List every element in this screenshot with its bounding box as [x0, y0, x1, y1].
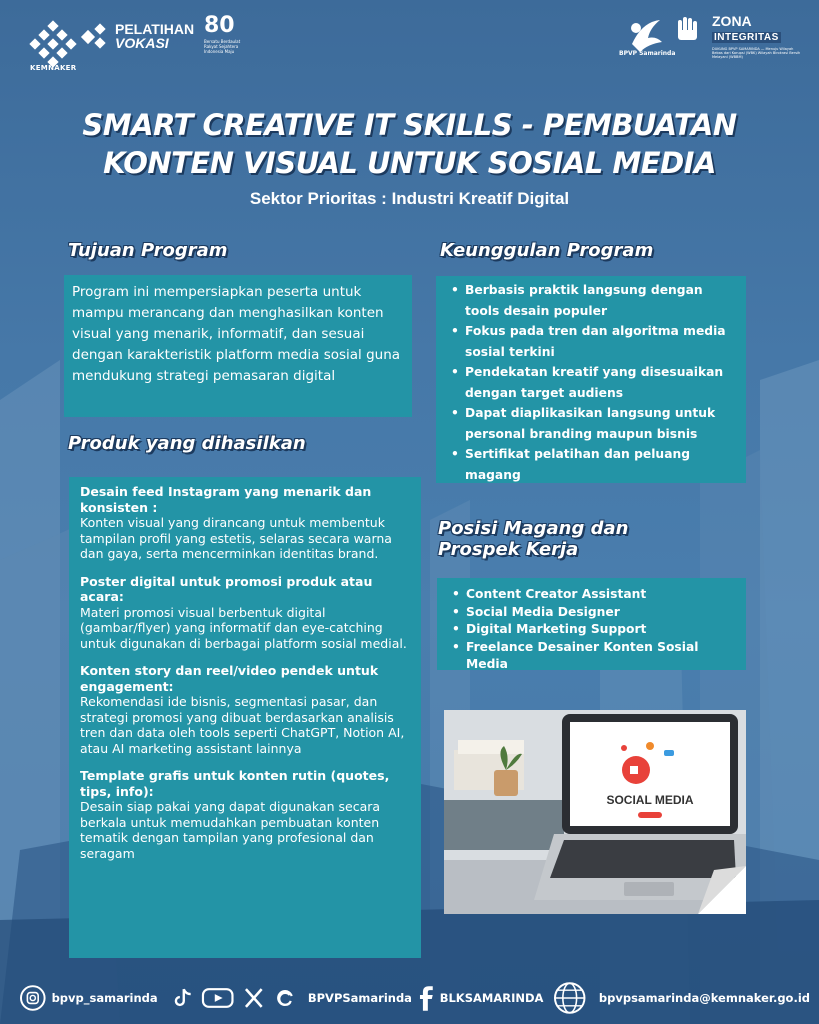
- hand-icon: [672, 14, 706, 48]
- kemnaker-label: KEMNAKER: [30, 64, 77, 72]
- keunggulan-item: • Fokus pada tren dan algoritma media sosial terkini: [448, 321, 736, 362]
- produk-item-desc: Rekomendasi ide bisnis, segmentasi pasar, dan strategi promosi yang dibuat berdasarkan analisis tren dan data oleh tools seperti ChatGPT, Notion AI, atau AI marketing assistant lainnya: [80, 694, 405, 756]
- produk-item-desc: Materi promosi visual berbentuk digital (gambar/flyer) yang informatif dan eye-catching untuk digunakan di berbagai platform sosial medial.: [80, 604, 407, 651]
- tujuan-panel: [64, 275, 412, 417]
- posisi-item: • Freelance Desainer Konten Sosial Media: [449, 639, 736, 674]
- sector-subtitle: Sektor Prioritas : Industri Kreatif Digital: [249, 189, 570, 208]
- pelatihan-label: PELATIHAN: [115, 21, 195, 37]
- produk-heading: Produk yang dihasilkan: [68, 433, 306, 454]
- produk-item: [80, 663, 410, 756]
- pelatihan-vokasi-logo: [80, 16, 200, 56]
- keunggulan-item: • Dapat diaplikasikan langsung untuk personal branding maupun bisnis: [448, 403, 736, 444]
- instagram-handle[interactable]: bpvp_samarinda: [51, 991, 158, 1005]
- produk-item-title: Template grafis untuk konten rutin (quotes, tips, info):: [80, 768, 390, 799]
- posisi-item: • Content Creator Assistant: [449, 586, 736, 604]
- keunggulan-panel: [436, 276, 746, 483]
- zona-title: ZONA: [712, 13, 752, 29]
- anniversary-80-logo: [204, 14, 254, 64]
- vokasi-label: VOKASI: [115, 35, 169, 51]
- title-line-1: SMART CREATIVE IT SKILLS - PEMBUATAN: [82, 108, 737, 142]
- anniversary-number: 80: [204, 13, 235, 38]
- anniversary-tagline: Bersatu Berdaulat Rakyat Sejahtera Indonesia Maju: [204, 39, 241, 54]
- laptop-photo: [444, 710, 746, 914]
- keunggulan-item: • Pendekatan kreatif yang disesuaikan dengan target audiens: [448, 362, 736, 403]
- title-line-2: KONTEN VISUAL UNTUK SOSIAL MEDIA: [103, 146, 716, 180]
- instagram-icon[interactable]: [20, 985, 46, 1011]
- produk-item-title: Konten story dan reel/video pendek untuk engagement:: [80, 663, 379, 694]
- laptop-illustration: [444, 710, 746, 914]
- email-link[interactable]: bpvpsamarinda@kemnaker.go.id: [598, 991, 810, 1005]
- zona-integritas-logo: [672, 14, 802, 60]
- posisi-panel: [437, 578, 746, 670]
- bpvp-label: BPVP Samarinda: [619, 50, 676, 57]
- tujuan-heading: Tujuan Program: [68, 240, 228, 261]
- tujuan-text: Program ini mempersiapkan peserta untuk mampu merancang dan menghasilkan konten visual yang menarik, informatif, dan sesuai dengan karakteristik platform media sosial guna mendukung strategi pemasaran digital: [72, 284, 401, 384]
- social-handle[interactable]: BPVPSamarinda: [307, 991, 412, 1005]
- screen-text: SOCIAL MEDIA: [606, 793, 694, 807]
- globe-icon[interactable]: [553, 981, 586, 1015]
- keunggulan-heading: Keunggulan Program: [440, 240, 654, 261]
- posisi-heading: Posisi Magang dan Prospek Kerja: [438, 518, 629, 560]
- produk-item-title: Poster digital untuk promosi produk atau acara:: [80, 573, 373, 604]
- produk-item-desc: Konten visual yang dirancang untuk membentuk tampilan profil yang estetis, selaras secara warna dan gaya, serta mencerminkan identitas brand.: [80, 515, 392, 561]
- produk-panel: [69, 477, 421, 958]
- youtube-icon[interactable]: [201, 985, 234, 1011]
- pelatihan-vokasi-mark-icon: [80, 21, 110, 51]
- facebook-icon[interactable]: [418, 985, 434, 1011]
- produk-item: [80, 574, 410, 652]
- produk-item-desc: Desain siap pakai yang dapat digunakan secara berkala untuk memudahkan pembuatan konten tematik dengan tampilan yang profesional dan seragam: [80, 799, 381, 861]
- x-icon[interactable]: [241, 985, 267, 1011]
- keunggulan-item: • Berbasis praktik langsung dengan tools desain populer: [448, 280, 736, 321]
- keunggulan-item: • Sertifikat pelatihan dan peluang magang: [448, 444, 736, 485]
- posisi-item: • Digital Marketing Support: [449, 621, 736, 639]
- produk-item-title: Desain feed Instagram yang menarik dan konsisten :: [80, 484, 372, 515]
- zona-subtitle: INTEGRITAS: [714, 32, 779, 43]
- footer-bar: [20, 980, 810, 1016]
- produk-item: [80, 484, 410, 562]
- zona-caption: DUKUNG BPVP SAMARINDA — Menuju Wilayah Bebas dari Korupsi (WBK) Wilayah Birokrasi Bersih Melayani (WBBM): [712, 47, 801, 59]
- tiktok-icon[interactable]: [170, 985, 196, 1011]
- facebook-handle[interactable]: BLKSAMARINDA: [439, 991, 544, 1005]
- page-title: [0, 106, 819, 182]
- produk-item: [80, 768, 410, 861]
- threads-icon[interactable]: [272, 985, 298, 1011]
- posisi-item: • Social Media Designer: [449, 604, 736, 622]
